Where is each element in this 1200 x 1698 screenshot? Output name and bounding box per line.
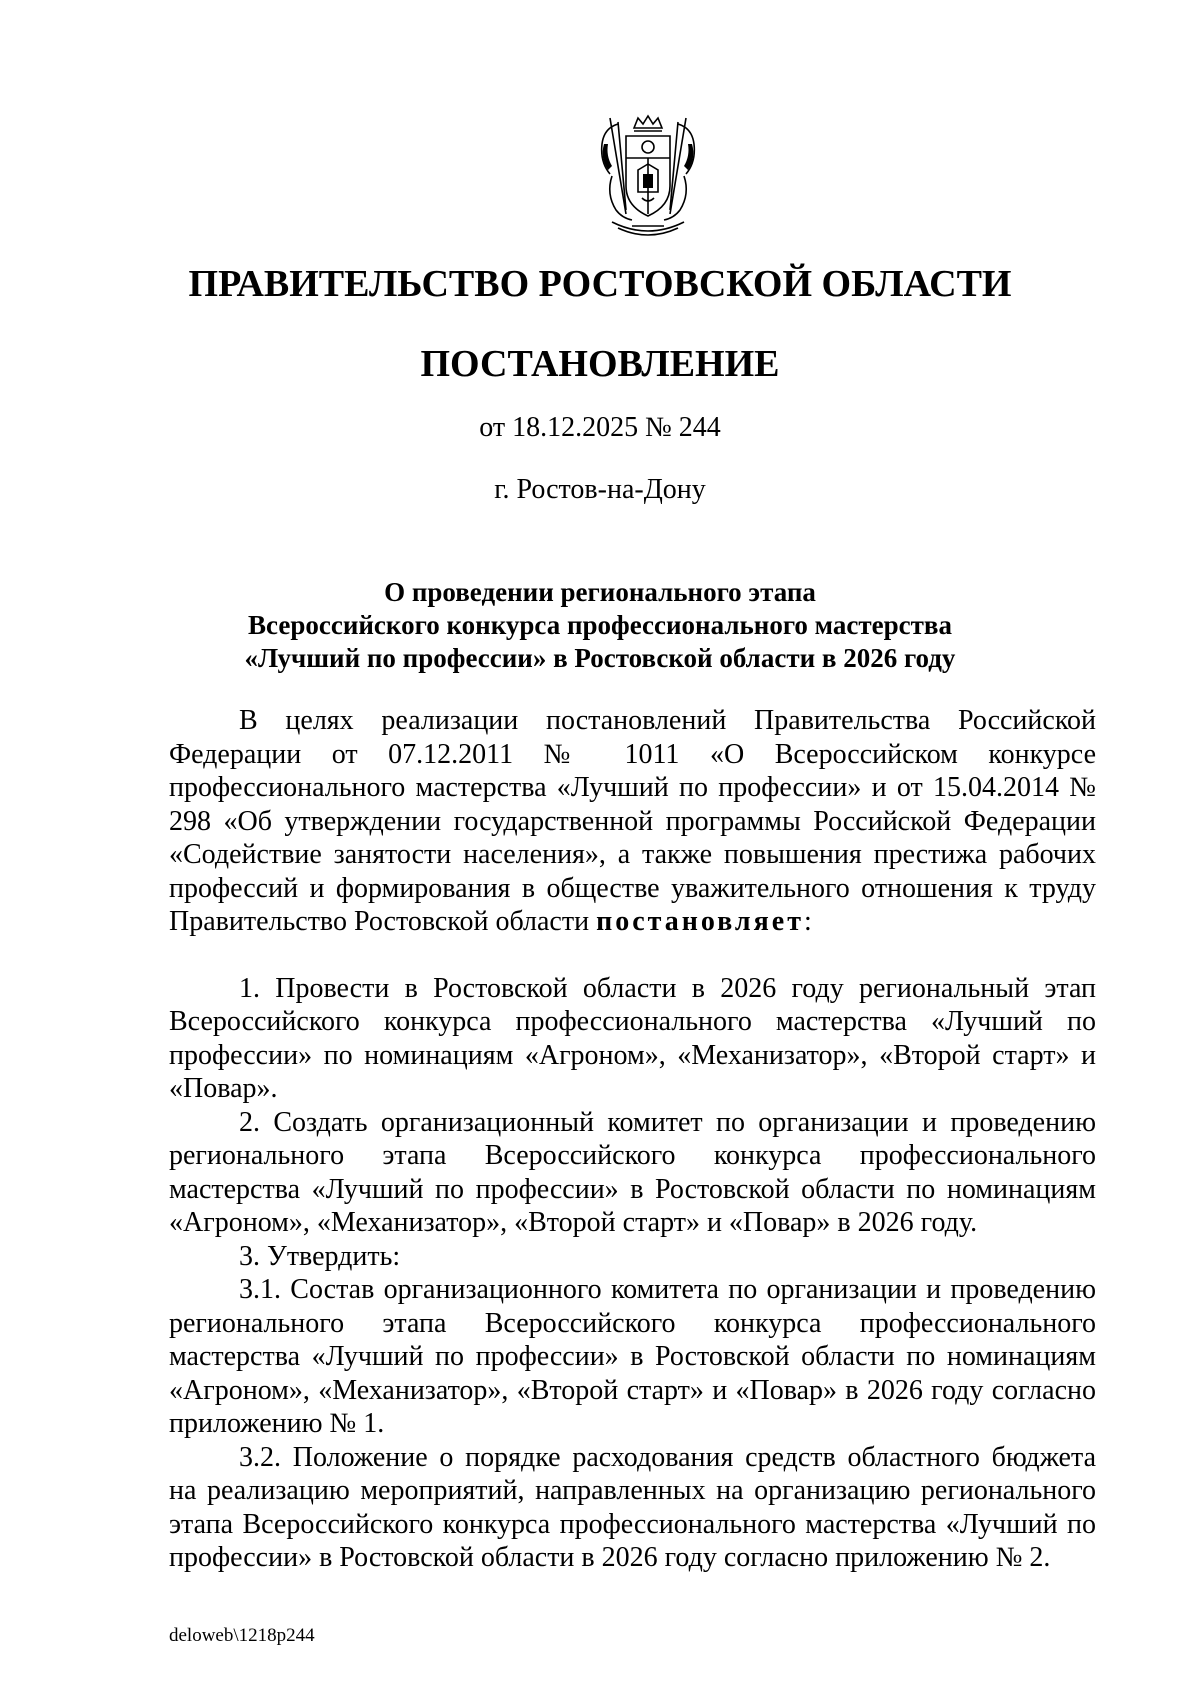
- list-item: 3. Утвердить:: [239, 1240, 401, 1272]
- document-footer-code: deloweb\1218p244: [169, 1625, 315, 1646]
- list-item: 3.1. Состав организационного комитета по организации и проведению регионального этапа Всероссийского конкурса профессионального мастерства «Лучший по профессии» в Ростовской области по номинациям «Агроном», «Механизатор», «Второй старт» и «Повар» в 2026 году согласно приложению № 1.: [169, 1274, 1096, 1439]
- document-body: [169, 704, 1096, 1575]
- title-line: О проведении регионального этапа: [384, 577, 816, 607]
- document-type: ПОСТАНОВЛЕНИЕ: [420, 343, 780, 385]
- list-item: 1. Провести в Ростовской области в 2026 году региональный этап Всероссийского конкурса профессионального мастерства «Лучший по профессии» по номинациям «Агроном», «Механизатор», «Второй старт» и «Повар».: [169, 972, 1096, 1104]
- coat-of-arms-icon: [596, 114, 700, 242]
- document-title: [0, 576, 1200, 675]
- resolution-keyword: постановляет: [596, 906, 804, 937]
- preamble-text: В целях реализации постановлений Правительства Российской Федерации от 07.12.2011 № 1011 «О Всероссийском конкурсе профессионального мастерства «Лучший по профессии» и от 15.04.2014 № 298 «Об утверждении государственной программы Российской Федерации «Содействие занятости населения», а также повышения престижа рабочих профессий и формирования в обществе уважительного отношения к труду Правительство Ростовской области: [169, 705, 1096, 937]
- document-city: г. Ростов-на-Дону: [494, 474, 706, 505]
- title-line: Всероссийского конкурса профессионального мастерства: [248, 610, 952, 640]
- list-item: 3.2. Положение о порядке расходования средств областного бюджета на реализацию мероприятий, направленных на организацию регионального этапа Всероссийского конкурса профессионального мастерства «Лучший по профессии» в Ростовской области в 2026 году согласно приложению № 2.: [169, 1441, 1096, 1573]
- preamble-colon: :: [803, 906, 812, 937]
- preamble-paragraph: [169, 704, 1096, 939]
- list-item: 2. Создать организационный комитет по организации и проведению регионального этапа Всероссийского конкурса профессионального мастерства «Лучший по профессии» в Ростовской области по номинациям «Агроном», «Механизатор», «Второй старт» и «Повар» в 2026 году.: [169, 1106, 1096, 1238]
- title-line: «Лучший по профессии» в Ростовской области в 2026 году: [244, 643, 956, 673]
- document-date-number: от 18.12.2025 № 244: [479, 412, 721, 443]
- government-name: ПРАВИТЕЛЬСТВО РОСТОВСКОЙ ОБЛАСТИ: [188, 263, 1012, 305]
